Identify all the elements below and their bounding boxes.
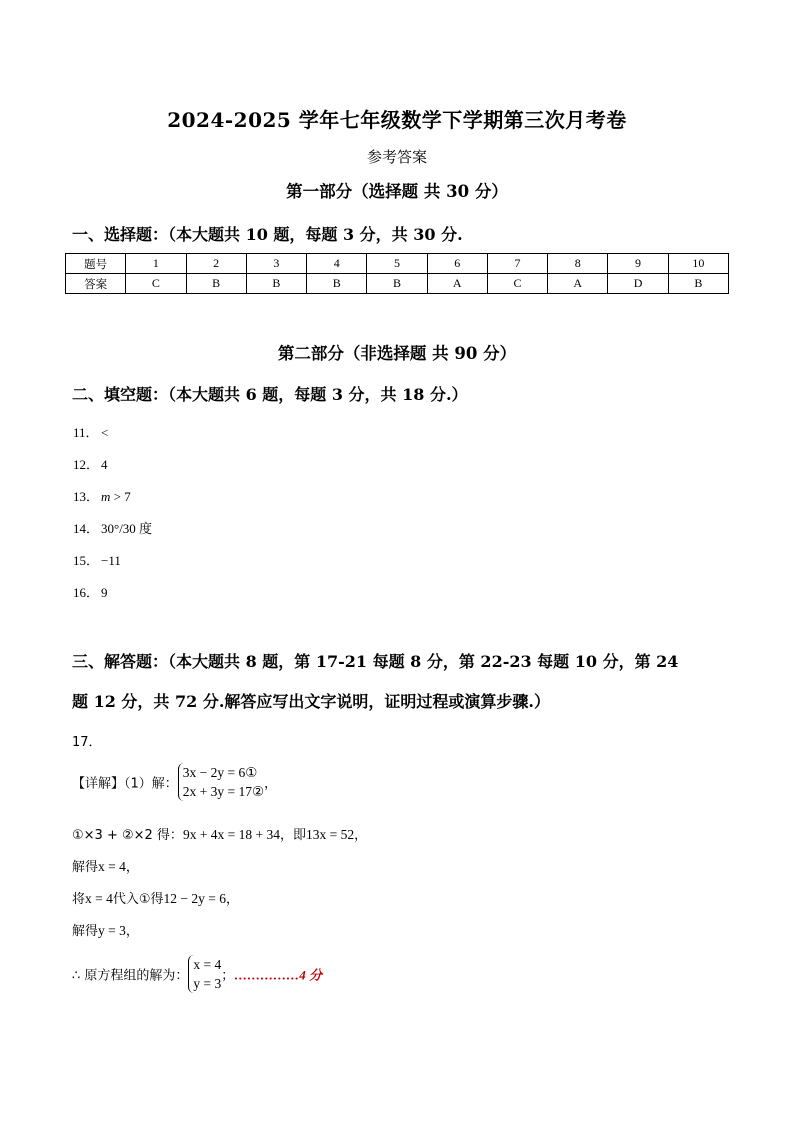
answer-text: > 7	[110, 489, 131, 504]
table-row-numbers	[66, 254, 729, 274]
step-label: 将	[72, 892, 86, 907]
equation-system	[178, 763, 264, 801]
step-equation: x = 4	[85, 891, 113, 906]
question-number: 15．	[73, 553, 100, 568]
step-equation: x = 4	[98, 859, 126, 874]
table-cell: C	[126, 274, 186, 294]
section3-heading-line1: 三、解答题：（本大题共 8 题，第 17-21 每题 8 分，第 22-23 每题 10 分，第 24	[72, 652, 679, 671]
step-equation: y = 3	[98, 923, 126, 938]
q17-step-4	[72, 920, 139, 939]
row-label-answer: 答案	[66, 274, 126, 294]
table-cell: 7	[487, 254, 547, 274]
table-cell: C	[487, 274, 547, 294]
table-cell: D	[608, 274, 668, 294]
step-label: ①×3 + ②×2 得：	[72, 828, 183, 843]
question-number: 12．	[73, 457, 100, 472]
table-cell: 2	[186, 254, 246, 274]
table-cell: B	[186, 274, 246, 294]
answer-text: <	[101, 425, 109, 440]
page-title: 2024-2025 学年七年级数学下学期第三次月考卷	[167, 108, 627, 132]
table-cell: 1	[126, 254, 186, 274]
question-number: 14．	[73, 521, 100, 536]
step-equation: 9x + 4x = 18 + 34	[182, 827, 281, 842]
detail-label: 【详解】（1）解：	[72, 776, 178, 792]
q17-step-3	[72, 888, 239, 907]
question-number: 16．	[73, 585, 100, 600]
question-number: 11．	[73, 425, 99, 440]
answer-table	[65, 253, 729, 294]
answer-text: 30°/30 度	[101, 521, 153, 536]
question-17-number: 17．	[72, 735, 102, 750]
table-cell: 5	[367, 254, 427, 274]
table-cell: B	[246, 274, 306, 294]
answer-text: 4	[101, 457, 108, 472]
answer-variable: m	[101, 489, 111, 504]
score-mark: ……………4 分	[234, 967, 323, 983]
punctuation: ，	[125, 924, 139, 939]
solution-y: y = 3	[193, 976, 222, 991]
table-cell: 8	[548, 254, 608, 274]
fill-answer-14	[73, 518, 152, 537]
table-cell: A	[427, 274, 487, 294]
part1-heading: 第一部分（选择题 共 30 分）	[286, 182, 508, 201]
part2-heading: 第二部分（非选择题 共 90 分）	[277, 344, 517, 363]
equation-2: 2x + 3y = 17②	[182, 784, 265, 799]
section3-heading-line2: 题 12 分，共 72 分.解答应写出文字说明，证明过程或演算步骤.）	[72, 692, 550, 711]
step-text: ，即	[280, 828, 307, 843]
table-cell: 3	[246, 254, 306, 274]
q17-conclusion	[72, 955, 322, 993]
answer-text: −11	[101, 553, 121, 568]
punctuation: ，	[226, 892, 240, 907]
equation-1: 3x − 2y = 6①	[182, 765, 258, 780]
q17-step-2	[72, 856, 139, 875]
punctuation: ，	[264, 776, 278, 792]
table-cell: 4	[307, 254, 367, 274]
solution-system	[188, 955, 221, 993]
solution-x: x = 4	[193, 957, 222, 972]
table-cell: 10	[668, 254, 728, 274]
fill-answer-11	[73, 422, 108, 441]
section2-heading: 二、填空题：（本大题共 6 题，每题 3 分，共 18 分.）	[72, 385, 468, 404]
punctuation: ，	[354, 828, 368, 843]
punctuation: ，	[125, 860, 139, 875]
answer-text: 9	[101, 585, 108, 600]
table-cell: 9	[608, 254, 668, 274]
table-cell: B	[307, 274, 367, 294]
row-label-number: 题号	[66, 254, 126, 274]
table-cell: B	[668, 274, 728, 294]
fill-answer-12	[73, 454, 108, 473]
fill-answer-13	[73, 486, 131, 505]
step-equation: 12 − 2y = 6	[163, 891, 227, 906]
step-label: 解得	[72, 860, 99, 875]
punctuation: ；	[221, 968, 235, 984]
table-row-answers	[66, 274, 729, 294]
q17-step-1	[72, 824, 367, 843]
fill-answer-15	[73, 550, 121, 569]
step-label: 解得	[72, 924, 99, 939]
q17-system	[72, 763, 277, 801]
page-subtitle: 参考答案	[366, 148, 427, 166]
step-equation: 13x = 52	[306, 827, 355, 842]
fill-answer-16	[73, 582, 108, 601]
question-number: 13．	[73, 489, 100, 504]
conclusion-label: ∴ 原方程组的解为：	[72, 968, 189, 984]
table-cell: 6	[427, 254, 487, 274]
section1-heading: 一、选择题：（本大题共 10 题，每题 3 分，共 30 分.	[72, 225, 463, 244]
table-cell: B	[367, 274, 427, 294]
step-text: 代入①得	[112, 892, 164, 907]
table-cell: A	[548, 274, 608, 294]
